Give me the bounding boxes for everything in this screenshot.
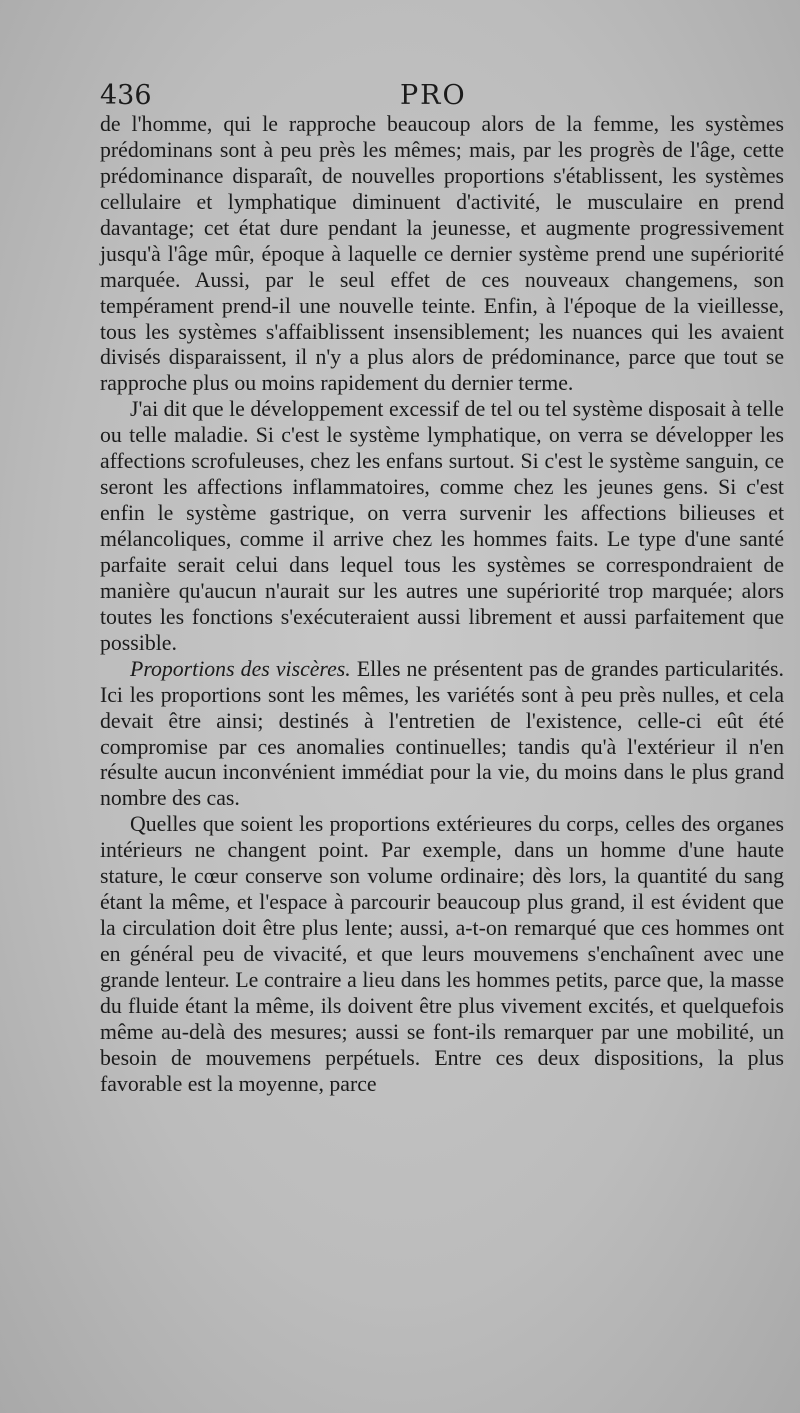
page-number: 436 [100, 80, 152, 111]
page-header [100, 80, 780, 114]
paragraph-3-text: Elles ne présentent pas de grandes particularités. Ici les proportions sont les mêmes, les variétés sont à peu près nulles, et cela devait être ainsi; destinés à l'entretien de l'existence, celle-ci eût été compromise par ces anomalies continuelles; tandis qu'à l'extérieur il n'en résulte aucun inconvénient immédiat pour la vie, du moins dans le plus grand nombre des cas. [100, 656, 784, 811]
paragraph-4: Quelles que soient les proportions extérieures du corps, celles des organes intérieurs ne changent point. Par exemple, dans un homme d'une haute stature, le cœur conserve son volume ordinaire; dès lors, la quantité du sang étant la même, et l'espace à parcourir beaucoup plus grand, il est évident que la circulation doit être plus lente; aussi, a-t-on remarqué que ces hommes ont en général peu de vivacité, et que leurs mouvemens s'enchaînent avec une grande lenteur. Le contraire a lieu dans les hommes petits, parce que, la masse du fluide étant la même, ils doivent être plus vivement excités, et quelquefois même au-delà des mesures; aussi se font-ils remarquer par une mobilité, un besoin de mouvemens perpétuels. Entre ces deux dispositions, la plus favorable est la moyenne, parce [100, 812, 784, 1096]
running-head: PRO [400, 80, 467, 111]
paragraph-1: de l'homme, qui le rapproche beaucoup alors de la femme, les systèmes prédominans sont à peu près les mêmes; mais, par les progrès de l'âge, cette prédominance disparaît, de nouvelles proportions s'établissent, les systèmes cellulaire et lymphatique diminuent d'activité, le musculaire en prend davantage; cet état dure pendant la jeunesse, et augmente progressivement jusqu'à l'âge mûr, époque à laquelle ce dernier système prend une supériorité marquée. Aussi, par le seul effet de ces nouveaux changemens, son tempérament prend-il une nouvelle teinte. Enfin, à l'époque de la vieillesse, tous les systèmes s'affaiblissent insensiblement; les nuances qui les avaient divisés disparaissent, il n'y a plus alors de prédominance, parce que tout se rapproche plus ou moins rapidement du dernier terme. [100, 112, 784, 396]
paragraph-3 [100, 657, 784, 813]
section-heading: Proportions des viscères. [130, 656, 351, 681]
paragraph-2: J'ai dit que le développement excessif de tel ou tel système disposait à telle ou telle maladie. Si c'est le système lymphatique, on verra se développer les affections scrofuleuses, chez les enfans surtout. Si c'est le système sanguin, ce seront les affections inflammatoires, comme chez les jeunes gens. Si c'est enfin le système gastrique, on verra survenir les affections bilieuses et mélancoliques, comme il arrive chez les hommes faits. Le type d'une santé parfaite serait celui dans lequel tous les systèmes se correspondraient de manière qu'aucun n'aurait sur les autres une supériorité trop marquée; alors toutes les fonctions s'exécuteraient aussi librement et aussi parfaitement que possible. [100, 397, 784, 655]
text-body [100, 112, 784, 1098]
